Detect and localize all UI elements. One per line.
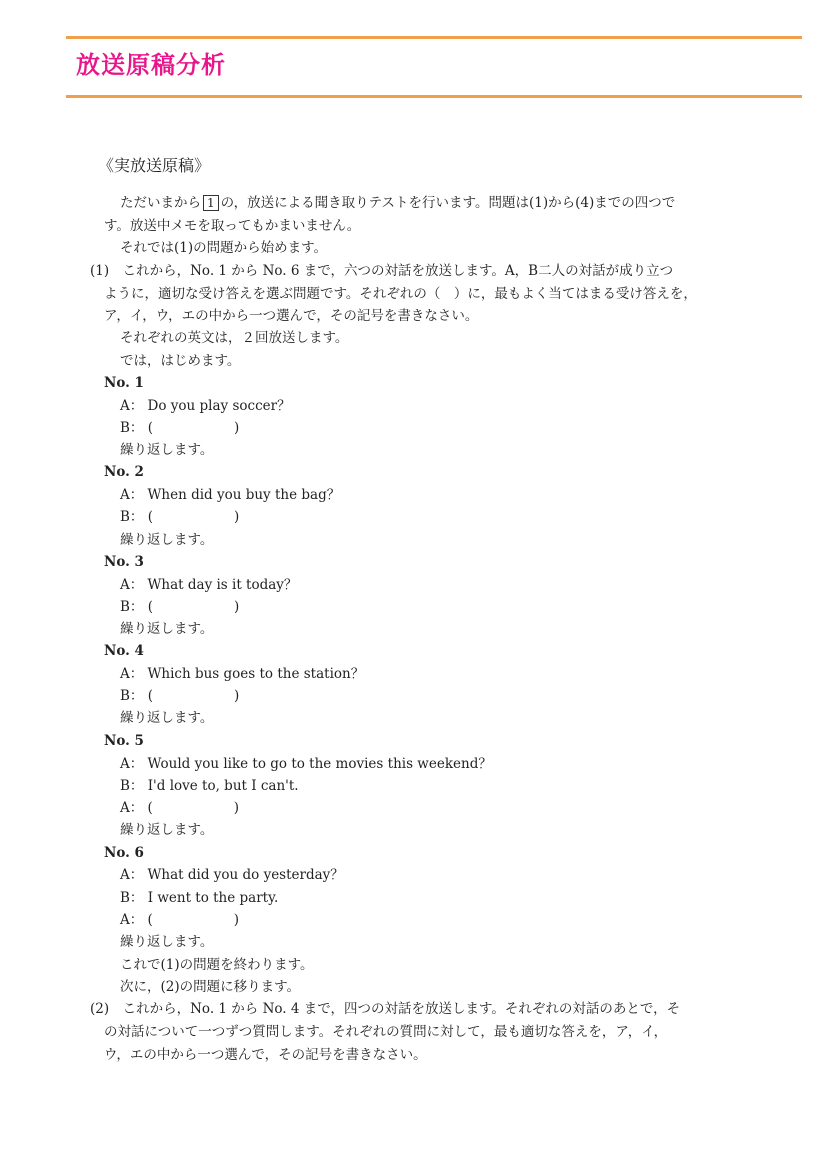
- q1-instruction-line-4: それぞれの英文は，２回放送します。: [120, 330, 349, 346]
- intro-line-3: それでは(1)の問題から始めます。: [120, 240, 328, 256]
- q2-transition-line: 次に，(2)の問題に移ります。: [120, 979, 301, 995]
- dialogue-4-line-b: B： ( ): [120, 688, 240, 704]
- q2-instruction-line-3: ウ，エの中から一つ選んで，その記号を書きなさい。: [104, 1047, 427, 1063]
- dialogue-6-line-a: A： What did you do yesterday？: [120, 867, 344, 883]
- dialogue-6-line-b: B： I went to the party.: [120, 890, 279, 906]
- q2-instruction-line-2: の対話について一つずつ質問します。それぞれの質問に対して，最も適切な答えを，ア，イ，: [104, 1024, 668, 1040]
- dialogue-3-line-a: A： What day is it today？: [120, 577, 298, 593]
- dialogue-2-line-a: A： When did you buy the bag？: [120, 487, 341, 503]
- dialogue-1-number: No. 1: [104, 375, 144, 391]
- question-number-box: 1: [203, 195, 219, 211]
- dialogue-6-number: No. 6: [104, 845, 144, 861]
- dialogue-6-repeat: 繰り返します。: [120, 934, 214, 950]
- q2-instruction-line-1: (2) これから，No. 1 から No. 4 まで，四つの対話を放送します。それぞれの対話のあとで，そ: [90, 1001, 681, 1017]
- dialogue-2-number: No. 2: [104, 464, 144, 480]
- dialogue-2-line-b: B： ( ): [120, 509, 240, 525]
- q1-end-line: これで(1)の問題を終わります。: [120, 957, 314, 973]
- header-bottom-rule: [66, 95, 802, 98]
- intro-line-1-suffix: の，放送による聞き取りテストを行います。問題は(1)から(4)までの四つで: [220, 195, 676, 211]
- dialogue-5-repeat: 繰り返します。: [120, 822, 214, 838]
- q1-instruction-line-5: では，はじめます。: [120, 353, 241, 369]
- dialogue-4-line-a: A： Which bus goes to the station？: [120, 666, 365, 682]
- dialogue-1-repeat: 繰り返します。: [120, 442, 214, 458]
- intro-line-1-prefix: ただいまから: [120, 195, 201, 211]
- dialogue-5-line-a: A： Would you like to go to the movies this weekend？: [120, 756, 492, 772]
- q1-instruction-line-2: ように，適切な受け答えを選ぶ問題です。それぞれの（ ）に，最もよく当てはまる受け答えを，: [104, 286, 697, 302]
- dialogue-3-repeat: 繰り返します。: [120, 621, 214, 637]
- page-title: 放送原稿分析: [76, 51, 226, 79]
- dialogue-1-line-a: A： Do you play soccer？: [120, 398, 291, 414]
- q1-instruction-line-1: (1) これから，No. 1 から No. 6 まで，六つの対話を放送します。A，B二人の対話が成り立つ: [90, 263, 674, 279]
- dialogue-6-line-a2: A： ( ): [120, 912, 240, 928]
- dialogue-4-number: No. 4: [104, 643, 144, 659]
- q1-instruction-line-3: ア，イ，ウ，エの中から一つ選んで，その記号を書きなさい。: [104, 308, 479, 324]
- dialogue-2-repeat: 繰り返します。: [120, 532, 214, 548]
- intro-line-1: [120, 194, 675, 212]
- document-label: 《実放送原稿》: [98, 156, 211, 175]
- header-top-rule: [66, 36, 802, 39]
- dialogue-5-line-a2: A： ( ): [120, 800, 240, 816]
- dialogue-5-number: No. 5: [104, 733, 144, 749]
- dialogue-1-line-b: B： ( ): [120, 420, 240, 436]
- dialogue-5-line-b: B： I'd love to, but I can't.: [120, 778, 299, 794]
- intro-line-2: す。放送中メモを取ってもかまいません。: [104, 218, 361, 234]
- dialogue-3-number: No. 3: [104, 554, 144, 570]
- dialogue-4-repeat: 繰り返します。: [120, 710, 214, 726]
- dialogue-3-line-b: B： ( ): [120, 599, 240, 615]
